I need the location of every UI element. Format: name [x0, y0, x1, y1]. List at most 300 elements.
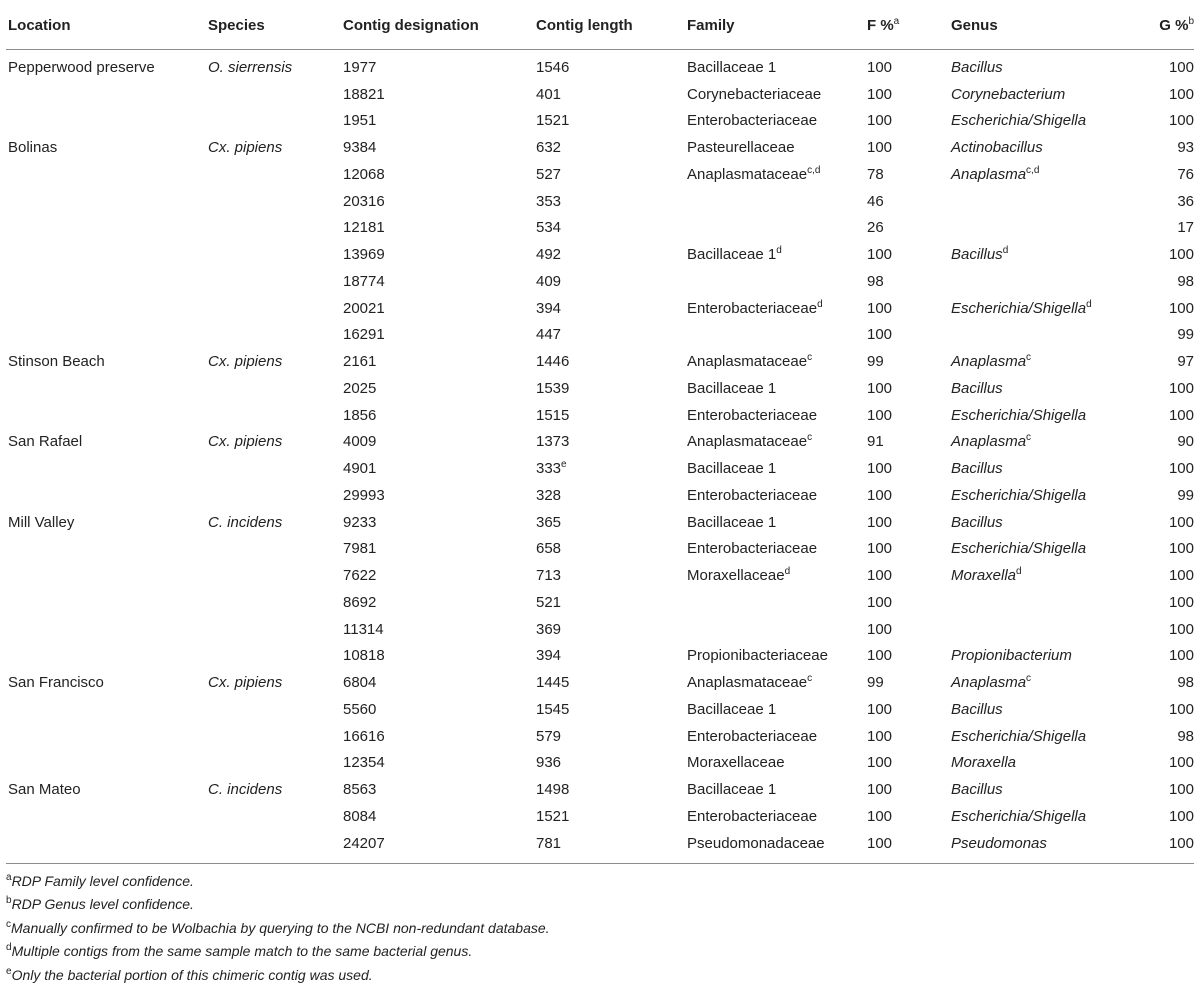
cell-family	[685, 108, 865, 135]
cell-genus	[949, 134, 1133, 161]
cell-contig-designation-text: 8563	[343, 781, 376, 798]
cell-f-percent-text: 46	[867, 193, 884, 210]
cell-g-percent-text: 99	[1177, 326, 1194, 343]
cell-genus	[949, 161, 1133, 188]
cell-species-text: C. incidens	[208, 781, 282, 798]
cell-family	[685, 830, 865, 863]
cell-contig-designation-text: 7622	[343, 567, 376, 584]
footnote-marker: d	[785, 566, 791, 577]
cell-species	[206, 616, 341, 643]
cell-contig-designation	[341, 589, 534, 616]
cell-contig-length-text: 527	[536, 166, 561, 183]
cell-genus-text: Bacillus	[951, 380, 1003, 397]
table-row	[6, 50, 1194, 81]
table-row	[6, 616, 1194, 643]
cell-location	[6, 776, 206, 803]
cell-contig-length-text: 369	[536, 621, 561, 638]
cell-contig-length-text: 394	[536, 300, 561, 317]
cell-contig-length-text: 713	[536, 567, 561, 584]
cell-species	[206, 643, 341, 670]
cell-contig-length	[534, 455, 685, 482]
cell-contig-length	[534, 348, 685, 375]
cell-species	[206, 803, 341, 830]
cell-contig-length	[534, 616, 685, 643]
table-row	[6, 429, 1194, 456]
cell-f-percent	[865, 161, 949, 188]
cell-g-percent-text: 100	[1169, 808, 1194, 825]
cell-contig-designation	[341, 268, 534, 295]
cell-contig-length	[534, 643, 685, 670]
cell-g-percent	[1133, 429, 1194, 456]
cell-location	[6, 322, 206, 349]
cell-species	[206, 161, 341, 188]
cell-contig-designation	[341, 375, 534, 402]
cell-genus-text: Actinobacillus	[951, 139, 1043, 156]
header-f-percent	[865, 1, 949, 50]
cell-species	[206, 402, 341, 429]
cell-species	[206, 723, 341, 750]
cell-contig-designation-text: 29993	[343, 487, 385, 504]
cell-contig-length-text: 328	[536, 487, 561, 504]
cell-contig-designation	[341, 161, 534, 188]
table-row	[6, 375, 1194, 402]
cell-family	[685, 348, 865, 375]
cell-genus	[949, 696, 1133, 723]
cell-genus	[949, 50, 1133, 81]
cell-location	[6, 348, 206, 375]
cell-family	[685, 750, 865, 777]
table-row	[6, 562, 1194, 589]
cell-contig-designation	[341, 108, 534, 135]
cell-contig-designation	[341, 482, 534, 509]
cell-contig-length	[534, 402, 685, 429]
cell-g-percent-text: 100	[1169, 59, 1194, 76]
table-row	[6, 643, 1194, 670]
cell-g-percent-text: 36	[1177, 193, 1194, 210]
cell-genus-text: Bacillus	[951, 701, 1003, 718]
cell-family-text: Bacillaceae 1	[687, 59, 776, 76]
cell-location-text: Pepperwood preserve	[8, 59, 155, 76]
cell-family	[685, 50, 865, 81]
cell-g-percent	[1133, 643, 1194, 670]
cell-contig-length	[534, 81, 685, 108]
footnote-mark: a	[6, 872, 12, 883]
cell-location-text: Bolinas	[8, 139, 57, 156]
cell-family-text: Enterobacteriaceae	[687, 112, 817, 129]
cell-f-percent	[865, 322, 949, 349]
cell-species	[206, 455, 341, 482]
cell-contig-designation	[341, 81, 534, 108]
cell-f-percent	[865, 669, 949, 696]
cell-g-percent-text: 100	[1169, 407, 1194, 424]
header-family: Family	[685, 1, 865, 50]
cell-f-percent-text: 100	[867, 621, 892, 638]
cell-genus	[949, 188, 1133, 215]
cell-family-text: Bacillaceae 1	[687, 514, 776, 531]
table-row	[6, 696, 1194, 723]
cell-contig-designation-text: 9233	[343, 514, 376, 531]
cell-genus-text: Propionibacterium	[951, 647, 1072, 664]
cell-contig-length-text: 658	[536, 540, 561, 557]
table-row	[6, 589, 1194, 616]
cell-f-percent	[865, 188, 949, 215]
cell-contig-length	[534, 429, 685, 456]
cell-location	[6, 643, 206, 670]
cell-family	[685, 696, 865, 723]
cell-location	[6, 536, 206, 563]
cell-contig-length	[534, 241, 685, 268]
cell-g-percent-text: 100	[1169, 754, 1194, 771]
header-g-percent	[1133, 1, 1194, 50]
cell-f-percent	[865, 776, 949, 803]
cell-genus-text: Anaplasma	[951, 674, 1026, 691]
cell-f-percent	[865, 81, 949, 108]
cell-location	[6, 589, 206, 616]
cell-genus	[949, 295, 1133, 322]
table-row	[6, 803, 1194, 830]
footnotes	[6, 864, 1194, 987]
cell-g-percent	[1133, 241, 1194, 268]
cell-location	[6, 803, 206, 830]
cell-contig-designation	[341, 562, 534, 589]
cell-species	[206, 482, 341, 509]
cell-f-percent	[865, 536, 949, 563]
cell-family	[685, 803, 865, 830]
cell-g-percent-text: 100	[1169, 647, 1194, 664]
cell-genus	[949, 750, 1133, 777]
cell-genus	[949, 723, 1133, 750]
header-location: Location	[6, 1, 206, 50]
cell-family	[685, 81, 865, 108]
cell-location	[6, 482, 206, 509]
cell-contig-designation-text: 11314	[343, 621, 384, 638]
cell-g-percent-text: 100	[1169, 380, 1194, 397]
cell-contig-designation-text: 2161	[343, 353, 376, 370]
cell-f-percent-text: 100	[867, 59, 892, 76]
footnote-marker: b	[1188, 16, 1194, 27]
cell-location	[6, 455, 206, 482]
cell-g-percent	[1133, 215, 1194, 242]
cell-contig-designation-text: 16616	[343, 728, 385, 745]
cell-family	[685, 161, 865, 188]
cell-genus	[949, 589, 1133, 616]
cell-family-text: Pseudomonadaceae	[687, 835, 825, 852]
cell-location	[6, 375, 206, 402]
table-row	[6, 215, 1194, 242]
cell-location	[6, 669, 206, 696]
cell-location	[6, 750, 206, 777]
cell-contig-length	[534, 188, 685, 215]
cell-contig-designation	[341, 643, 534, 670]
header-contig-length: Contig length	[534, 1, 685, 50]
footnote-mark: b	[6, 895, 12, 906]
cell-contig-designation	[341, 723, 534, 750]
cell-g-percent-text: 97	[1177, 353, 1194, 370]
cell-contig-designation	[341, 295, 534, 322]
footnote-marker: c	[807, 673, 812, 684]
cell-contig-length	[534, 723, 685, 750]
cell-species	[206, 562, 341, 589]
cell-family-text: Propionibacteriaceae	[687, 647, 828, 664]
cell-family-text: Moraxellaceae	[687, 567, 785, 584]
cell-contig-length-text: 936	[536, 754, 561, 771]
cell-g-percent	[1133, 295, 1194, 322]
cell-family-text: Bacillaceae 1	[687, 701, 776, 718]
cell-family	[685, 375, 865, 402]
cell-g-percent	[1133, 536, 1194, 563]
cell-contig-designation-text: 24207	[343, 835, 385, 852]
cell-g-percent	[1133, 776, 1194, 803]
cell-g-percent	[1133, 348, 1194, 375]
cell-contig-designation	[341, 322, 534, 349]
cell-contig-length-text: 781	[536, 835, 561, 852]
cell-species	[206, 669, 341, 696]
cell-f-percent	[865, 803, 949, 830]
cell-contig-length	[534, 482, 685, 509]
table-row	[6, 669, 1194, 696]
footnote-d	[6, 940, 1194, 964]
cell-contig-length-text: 1521	[536, 808, 569, 825]
cell-species	[206, 696, 341, 723]
cell-contig-designation	[341, 696, 534, 723]
cell-contig-length	[534, 830, 685, 863]
cell-family	[685, 589, 865, 616]
cell-genus-text: Escherichia/Shigella	[951, 808, 1086, 825]
cell-location	[6, 215, 206, 242]
cell-contig-length-text: 1539	[536, 380, 569, 397]
cell-species-text: C. incidens	[208, 514, 282, 531]
cell-f-percent-text: 100	[867, 594, 892, 611]
cell-g-percent	[1133, 375, 1194, 402]
cell-family-text: Anaplasmataceae	[687, 353, 807, 370]
cell-g-percent	[1133, 402, 1194, 429]
cell-genus	[949, 348, 1133, 375]
cell-contig-designation	[341, 830, 534, 863]
cell-genus	[949, 322, 1133, 349]
table-row	[6, 776, 1194, 803]
cell-location	[6, 723, 206, 750]
cell-contig-designation	[341, 215, 534, 242]
table-row	[6, 482, 1194, 509]
table-row	[6, 830, 1194, 863]
cell-family	[685, 322, 865, 349]
cell-family-text: Pasteurellaceae	[687, 139, 795, 156]
cell-contig-length	[534, 50, 685, 81]
cell-species	[206, 776, 341, 803]
cell-contig-length	[534, 803, 685, 830]
footnote-text: Manually confirmed to be Wolbachia by querying to the NCBI non-redundant database.	[11, 920, 550, 936]
footnote-marker: c	[1026, 352, 1031, 363]
cell-family	[685, 429, 865, 456]
cell-g-percent	[1133, 134, 1194, 161]
cell-contig-designation-text: 1977	[343, 59, 376, 76]
cell-genus	[949, 81, 1133, 108]
footnote-marker: c	[807, 352, 812, 363]
cell-species	[206, 750, 341, 777]
cell-genus-text: Anaplasma	[951, 433, 1026, 450]
footnote-marker: c,d	[1026, 165, 1039, 176]
cell-contig-length-text: 492	[536, 246, 561, 263]
cell-family-text: Enterobacteriaceae	[687, 540, 817, 557]
cell-contig-length-text: 447	[536, 326, 561, 343]
cell-genus	[949, 455, 1133, 482]
cell-contig-length-text: 401	[536, 86, 561, 103]
cell-contig-designation-text: 18821	[343, 86, 385, 103]
cell-f-percent-text: 100	[867, 380, 892, 397]
footnote-e	[6, 964, 1194, 987]
header-f-percent-label: F %	[867, 17, 894, 34]
table-row	[6, 295, 1194, 322]
table-body	[6, 50, 1194, 864]
cell-genus	[949, 429, 1133, 456]
cell-family-text: Bacillaceae 1	[687, 460, 776, 477]
cell-genus	[949, 776, 1133, 803]
cell-family	[685, 188, 865, 215]
cell-species	[206, 188, 341, 215]
cell-f-percent	[865, 562, 949, 589]
cell-family	[685, 268, 865, 295]
cell-location-text: San Francisco	[8, 674, 104, 691]
cell-contig-length-text: 394	[536, 647, 561, 664]
cell-g-percent	[1133, 696, 1194, 723]
cell-g-percent-text: 100	[1169, 567, 1194, 584]
cell-genus-text: Moraxella	[951, 567, 1016, 584]
cell-f-percent-text: 78	[867, 166, 884, 183]
cell-contig-designation-text: 12068	[343, 166, 385, 183]
cell-f-percent-text: 99	[867, 674, 884, 691]
table-row	[6, 402, 1194, 429]
cell-f-percent	[865, 830, 949, 863]
cell-contig-designation-text: 7981	[343, 540, 376, 557]
cell-f-percent-text: 100	[867, 808, 892, 825]
cell-g-percent-text: 100	[1169, 112, 1194, 129]
cell-g-percent	[1133, 161, 1194, 188]
cell-genus	[949, 241, 1133, 268]
cell-contig-length	[534, 669, 685, 696]
cell-f-percent	[865, 241, 949, 268]
cell-genus	[949, 562, 1133, 589]
cell-contig-designation-text: 5560	[343, 701, 376, 718]
cell-f-percent-text: 91	[867, 433, 884, 450]
cell-f-percent-text: 100	[867, 326, 892, 343]
table-row	[6, 723, 1194, 750]
cell-contig-length-text: 1515	[536, 407, 569, 424]
cell-family-text: Enterobacteriaceae	[687, 808, 817, 825]
cell-family	[685, 776, 865, 803]
cell-contig-designation	[341, 348, 534, 375]
cell-contig-length	[534, 562, 685, 589]
cell-location	[6, 402, 206, 429]
cell-f-percent-text: 98	[867, 273, 884, 290]
cell-g-percent-text: 98	[1177, 728, 1194, 745]
cell-family-text: Bacillaceae 1	[687, 380, 776, 397]
footnote-mark: d	[6, 942, 12, 953]
cell-f-percent-text: 100	[867, 781, 892, 798]
cell-contig-length-text: 1498	[536, 781, 569, 798]
cell-species	[206, 295, 341, 322]
cell-contig-designation	[341, 429, 534, 456]
cell-f-percent	[865, 696, 949, 723]
cell-g-percent-text: 98	[1177, 273, 1194, 290]
cell-contig-length	[534, 215, 685, 242]
cell-location	[6, 108, 206, 135]
cell-family-text: Anaplasmataceae	[687, 166, 807, 183]
cell-g-percent-text: 100	[1169, 701, 1194, 718]
cell-family-text: Anaplasmataceae	[687, 433, 807, 450]
cell-family	[685, 723, 865, 750]
cell-g-percent	[1133, 830, 1194, 863]
cell-species-text: O. sierrensis	[208, 59, 292, 76]
cell-species	[206, 589, 341, 616]
cell-f-percent	[865, 482, 949, 509]
cell-g-percent	[1133, 669, 1194, 696]
table-row	[6, 536, 1194, 563]
cell-contig-designation-text: 9384	[343, 139, 376, 156]
cell-contig-length-text: 333	[536, 460, 561, 477]
cell-genus-text: Bacillus	[951, 460, 1003, 477]
table-row	[6, 455, 1194, 482]
cell-f-percent	[865, 50, 949, 81]
cell-species	[206, 215, 341, 242]
footnote-marker: d	[1003, 245, 1009, 256]
cell-genus	[949, 803, 1133, 830]
cell-f-percent-text: 100	[867, 407, 892, 424]
cell-species	[206, 830, 341, 863]
footnote-marker: a	[894, 16, 900, 27]
cell-genus-text: Anaplasma	[951, 166, 1026, 183]
cell-genus	[949, 215, 1133, 242]
cell-location	[6, 81, 206, 108]
cell-contig-designation	[341, 188, 534, 215]
cell-contig-length-text: 1373	[536, 433, 569, 450]
footnote-marker: d	[817, 299, 823, 310]
cell-genus	[949, 375, 1133, 402]
footnote-marker: c,d	[807, 165, 820, 176]
cell-g-percent-text: 98	[1177, 674, 1194, 691]
cell-contig-length-text: 1545	[536, 701, 569, 718]
cell-contig-designation-text: 12181	[343, 219, 385, 236]
cell-family-text: Enterobacteriaceae	[687, 487, 817, 504]
cell-contig-designation-text: 8084	[343, 808, 376, 825]
cell-family	[685, 536, 865, 563]
table-header	[6, 1, 1194, 50]
cell-family-text: Enterobacteriaceae	[687, 407, 817, 424]
cell-contig-length-text: 353	[536, 193, 561, 210]
cell-contig-designation	[341, 750, 534, 777]
cell-family-text: Enterobacteriaceae	[687, 728, 817, 745]
cell-f-percent-text: 100	[867, 460, 892, 477]
cell-g-percent-text: 99	[1177, 487, 1194, 504]
cell-family	[685, 295, 865, 322]
contig-table	[6, 0, 1194, 864]
cell-contig-length	[534, 536, 685, 563]
cell-g-percent-text: 100	[1169, 86, 1194, 103]
cell-g-percent-text: 17	[1177, 219, 1194, 236]
cell-contig-designation	[341, 803, 534, 830]
cell-f-percent	[865, 455, 949, 482]
cell-location-text: Stinson Beach	[8, 353, 105, 370]
cell-genus-text: Bacillus	[951, 514, 1003, 531]
cell-contig-designation-text: 6804	[343, 674, 376, 691]
cell-f-percent	[865, 375, 949, 402]
footnote-marker: d	[776, 245, 782, 256]
cell-species	[206, 429, 341, 456]
cell-genus-text: Escherichia/Shigella	[951, 728, 1086, 745]
cell-g-percent-text: 100	[1169, 621, 1194, 638]
cell-g-percent	[1133, 482, 1194, 509]
cell-contig-designation	[341, 50, 534, 81]
cell-location	[6, 509, 206, 536]
